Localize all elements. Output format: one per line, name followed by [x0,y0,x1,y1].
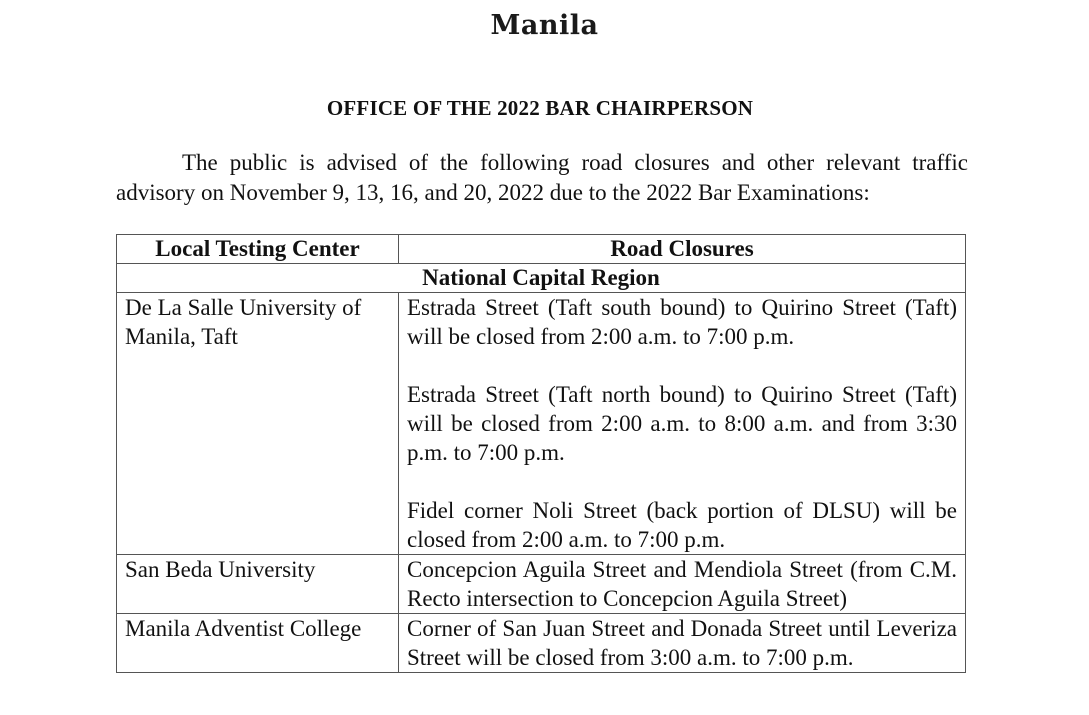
region-name: National Capital Region [117,264,966,293]
advisory-text: The public is advised of the following road closures and other relevant traffic advisory on November 9, 13, 16, and 20, 2022 due to the 2022 Bar Examinations: [116,150,968,205]
road-closures-cell [399,614,966,673]
office-title: OFFICE OF THE 2022 BAR CHAIRPERSON [326,96,754,120]
road-closures-cell [399,293,966,555]
table-header-row [117,235,966,264]
header-road-closures: Road Closures [399,235,966,264]
closure-item: Estrada Street (Taft south bound) to Quirino Street (Taft) will be closed from 2:00 a.m. to 7:00 p.m. [407,295,957,349]
testing-center-cell: San Beda University [117,555,399,614]
table-row [117,293,966,555]
closure-item: Fidel corner Noli Street (back portion of DLSU) will be closed from 2:00 a.m. to 7:00 p.m. [407,498,957,552]
table-row [117,555,966,614]
closure-item: Corner of San Juan Street and Donada Street until Leveriza Street will be closed from 3:00 a.m. to 7:00 p.m. [407,616,957,670]
testing-center-cell: De La Salle University of Manila, Taft [117,293,399,555]
closure-item: Estrada Street (Taft north bound) to Quirino Street (Taft) will be closed from 2:00 a.m. to 8:00 a.m. and from 3:30 p.m. to 7:00 p.m. [407,382,957,465]
table-row [117,614,966,673]
header-local-testing-center: Local Testing Center [117,235,399,264]
advisory-paragraph [116,148,968,208]
testing-center-cell: Manila Adventist College [117,614,399,673]
seal-text-cut [440,0,660,6]
region-row [117,264,966,293]
road-closures-cell [399,555,966,614]
closure-item: Concepcion Aguila Street and Mendiola Street (from C.M. Recto intersection to Concepcion Aguila Street) [407,557,957,611]
city-name: Manila [490,10,599,41]
road-closures-table [116,234,966,673]
